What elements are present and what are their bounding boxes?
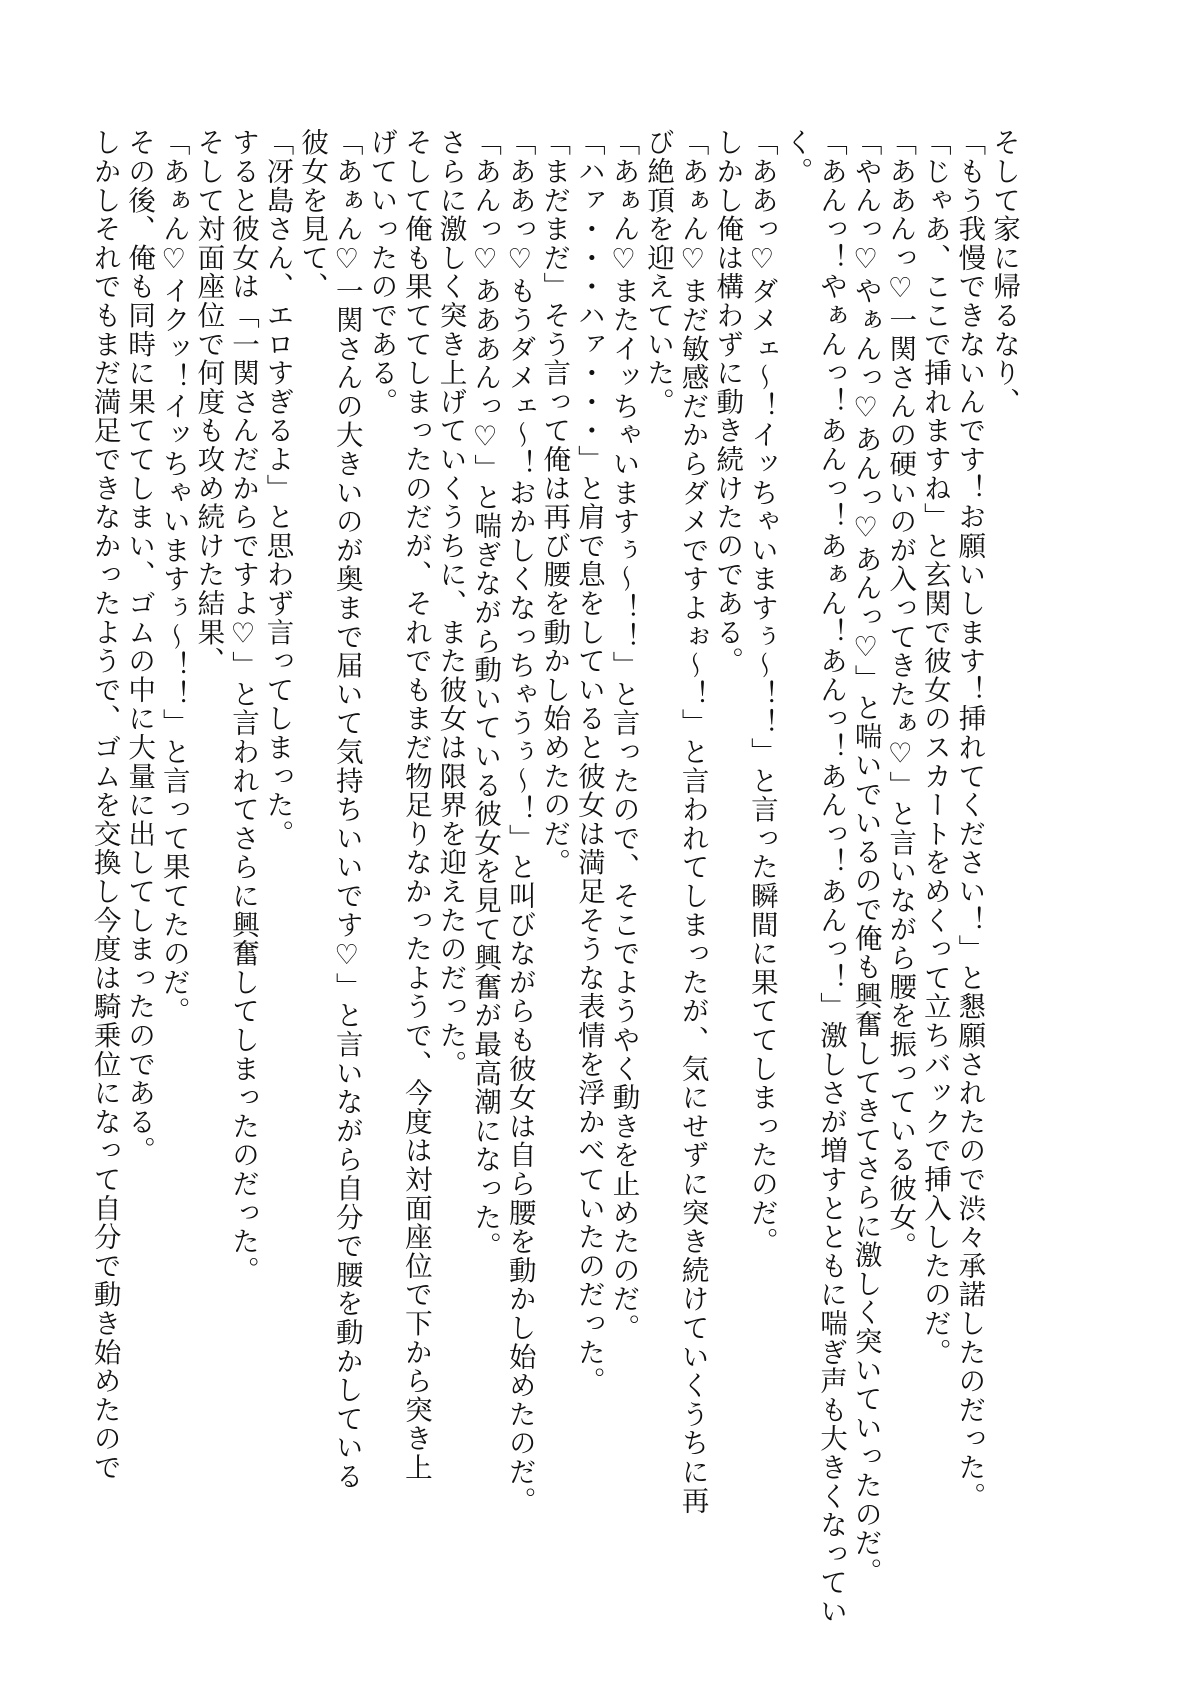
text-line: 彼女を見て、	[296, 128, 329, 301]
text-line: 「ああんっ♡一関さんの硬いのが入ってきたぁ♡」と言いながら腰を振っている彼女。	[884, 128, 917, 1261]
text-line: く。	[780, 128, 813, 186]
text-line: 「あんっ♡あああんっ♡」と喘ぎながら動いている彼女を見て興奮が最高潮になった。	[469, 128, 502, 1261]
text-line: 「ああっ♡もうダメェ～！おかしくなっちゃうぅ～！」と叫びながらも彼女は自ら腰を動かし始めたのだ。	[503, 128, 536, 1515]
text-line: 「あぁん♡一関さんの大きいのが奥まで届いて気持ちいいです♡」と言いながら自分で腰を動かしている	[330, 128, 363, 1491]
text-line: 「まだまだ」そう言って俺は再び腰を動かし始めたのだ。	[538, 128, 571, 877]
text-line: 「じゃあ、ここで挿れますね」と玄関で彼女のスカートをめくって立ちバックで挿入したのだ。	[918, 128, 951, 1367]
text-line: そして俺も果ててしまったのだが、それでもまだ物足りなかったようで、今度は対面座位で下から突き上	[399, 128, 432, 1482]
text-line: 「あぁん♡またイッちゃいますぅ～！！」と言ったので、そこでようやく動きを止めたのだ。	[607, 128, 640, 1343]
text-line: しかし俺は構わずに動き続けたのである。	[711, 128, 744, 676]
text-line: 「ああっ♡ダメェ～！イッちゃいますぅ～！！」と言った瞬間に果ててしまったのだ。	[745, 128, 778, 1256]
text-line: 「あんっ！やぁんっ！あんっ！あぁん！あんっ！あんっ！あんっ！」激しさが増すとともに喘ぎ声も大きくなってい	[815, 128, 848, 1626]
text-line: げていったのである。	[365, 128, 398, 416]
vertical-text-body	[81, 128, 1021, 1626]
text-line: さらに激しく突き上げていくうちに、また彼女は限界を迎えたのだった。	[434, 128, 467, 1079]
text-line: 「やんっ♡やぁんっ♡あんっ♡あんっ♡」と喘いでいるので俺も興奮してきてさらに激しく突いていったのだ。	[849, 128, 882, 1586]
text-line: その後、俺も同時に果ててしまい、ゴムの中に大量に出してしまったのである。	[123, 128, 156, 1165]
text-line: 「あぁん♡まだ敏感だからダメですよぉ～！」と言われてしまったが、気にせずに突き続けていくうちに再	[676, 128, 709, 1515]
text-line: 「ハァ・・・ハァ・・・」と肩で息をしていると彼女は満足そうな表情を浮かべていたのだった。	[572, 128, 605, 1396]
text-line: そして対面座位で何度も攻め続けた結果、	[192, 128, 225, 676]
text-line: すると彼女は「一関さんだからですよ♡」と言われてさらに興奮してしまったのだった。	[226, 128, 259, 1285]
text-line: 「もう我慢できないんです！お願いします！挿れてください！」と懇願されたので渋々承諾したのだった。	[953, 128, 986, 1511]
text-line: 「あぁん♡イクッ！イッちゃいますぅ～！！」と言って果てたのだ。	[157, 128, 190, 1026]
text-line: しかしそれでもまだ満足できなかったようで、ゴムを交換し今度は騎乗位になって自分で動き始めたので	[88, 128, 121, 1482]
text-line: 「冴島さん、エロすぎるよ」と思わず言ってしまった。	[261, 128, 294, 848]
text-line: そして家に帰るなり、	[988, 128, 1020, 416]
text-line: び絶頂を迎えていた。	[642, 128, 675, 416]
